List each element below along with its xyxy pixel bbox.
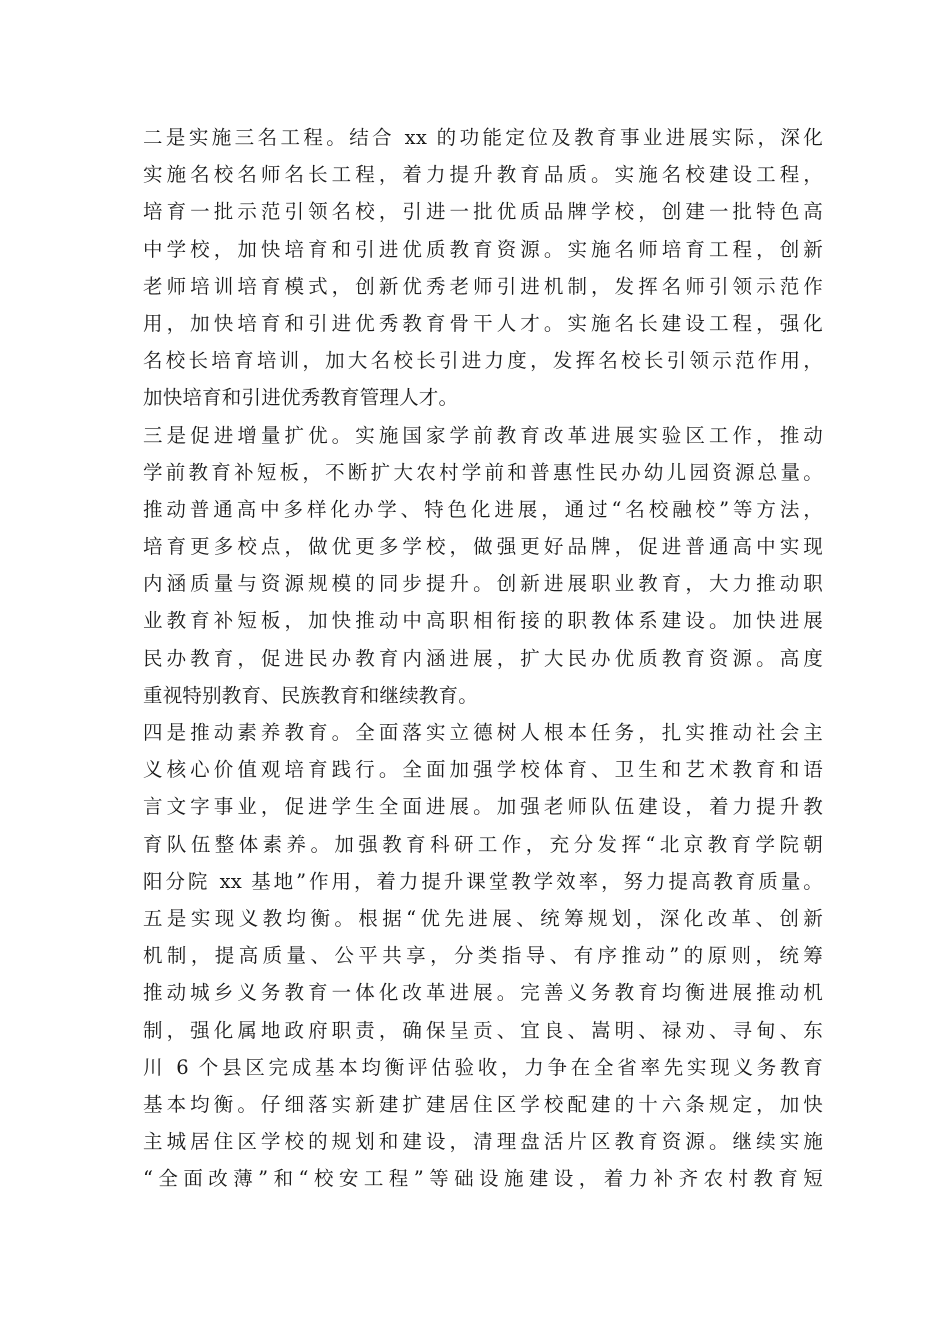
text-line: 二是实施三名工程。结合 xx 的功能定位及教育事业进展实际，深化 <box>143 126 823 149</box>
text-line: 育队伍整体素养。加强教育科研工作，充分发挥“北京教育学院朝 <box>143 832 823 856</box>
text-line: 内涵质量与资源规模的同步提升。创新进展职业教育，大力推动职 <box>143 572 823 596</box>
document-body <box>143 119 823 1197</box>
text-line: 义核心价值观培育践行。全面加强学校体育、卫生和艺术教育和语 <box>143 758 823 782</box>
text-line: 中学校，加快培育和引进优质教育资源。实施名师培育工程，创新 <box>143 237 823 261</box>
text-line: 业教育补短板，加快推动中高职相衔接的职教体系建设。加快进展 <box>143 609 823 633</box>
text-line: 民办教育，促进民办教育内涵进展，扩大民办优质教育资源。高度 <box>143 646 823 670</box>
text-line: 实施名校名师名长工程，着力提升教育品质。实施名校建设工程， <box>143 163 823 187</box>
text-line: 四是推动素养教育。全面落实立德树人根本任务，扎实推动社会主 <box>143 721 823 744</box>
text-line: 重视特别教育、民族教育和继续教育。 <box>143 683 478 707</box>
text-line: 川 6 个县区完成基本均衡评估验收，力争在全省率先实现义务教育 <box>143 1055 823 1079</box>
text-line: 基本均衡。仔细落实新建扩建居住区学校配建的十六条规定，加快 <box>143 1092 823 1116</box>
text-line: 推动普通高中多样化办学、特色化进展，通过“名校融校”等方法， <box>143 497 823 521</box>
text-line: 加快培育和引进优秀教育管理人才。 <box>143 386 459 410</box>
text-line: 三是促进增量扩优。实施国家学前教育改革进展实验区工作，推动 <box>143 423 823 447</box>
text-line: 机制，提高质量、公平共享，分类指导、有序推动”的原则，统筹 <box>143 944 823 968</box>
text-line: 主城居住区学校的规划和建设，清理盘活片区教育资源。继续实施 <box>143 1130 823 1154</box>
text-line: 言文字事业，促进学生全面进展。加强老师队伍建设，着力提升教 <box>143 795 823 819</box>
text-line: “全面改薄”和“校安工程”等础设施建设，着力补齐农村教育短 <box>143 1167 823 1191</box>
text-line: 名校长培育培训，加大名校长引进力度，发挥名校长引领示范作用， <box>143 349 823 373</box>
text-line: 五是实现义教均衡。根据“优先进展、统筹规划，深化改革、创新 <box>143 906 823 930</box>
text-line: 阳分院 xx 基地”作用，着力提升课堂教学效率，努力提高教育质量。 <box>143 869 823 893</box>
text-line: 推动城乡义务教育一体化改革进展。完善义务教育均衡进展推动机 <box>143 981 823 1005</box>
text-line: 培育更多校点，做优更多学校，做强更好品牌，促进普通高中实现 <box>143 535 823 559</box>
text-line: 用，加快培育和引进优秀教育骨干人才。实施名长建设工程，强化 <box>143 311 823 335</box>
text-line: 学前教育补短板，不断扩大农村学前和普惠性民办幼儿园资源总量。 <box>143 460 823 484</box>
text-line: 老师培训培育模式，创新优秀老师引进机制，发挥名师引领示范作 <box>143 274 823 298</box>
text-line: 制，强化属地政府职责，确保呈贡、宜良、嵩明、禄劝、寻甸、东 <box>143 1018 823 1042</box>
text-line: 培育一批示范引领名校，引进一批优质品牌学校，创建一批特色高 <box>143 200 823 224</box>
